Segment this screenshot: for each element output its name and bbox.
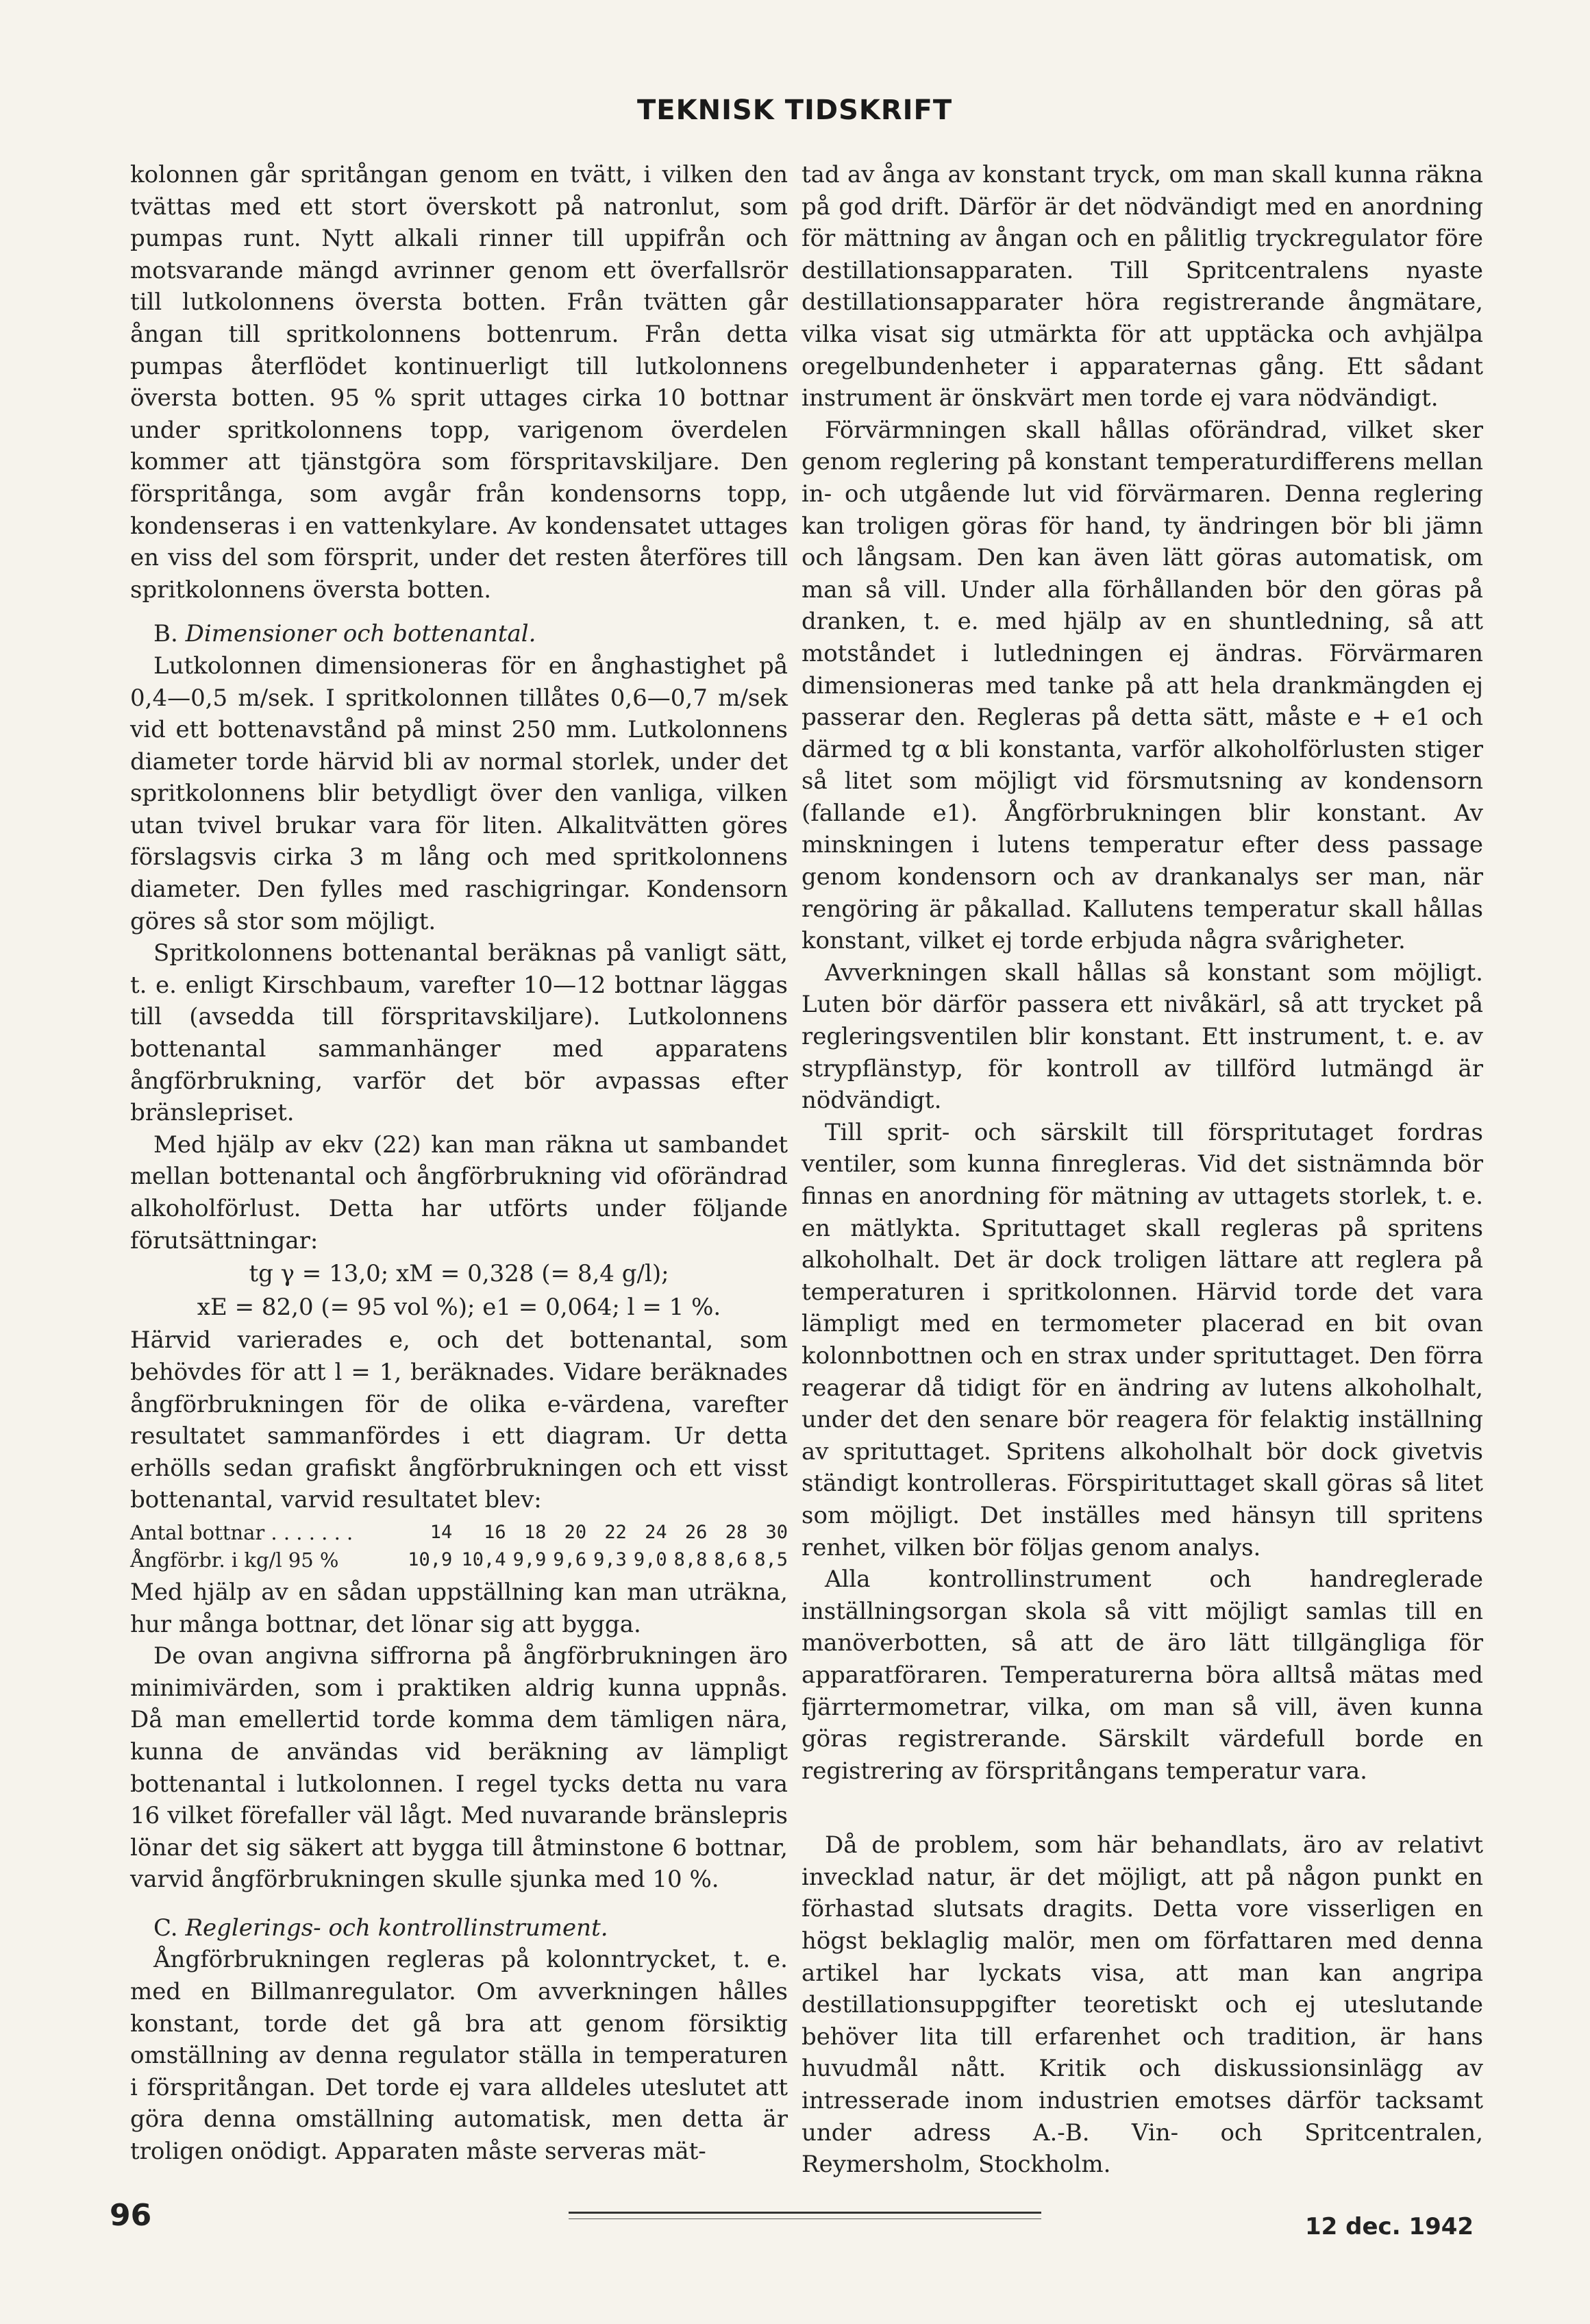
issue-date: 12 dec. 1942 — [1305, 2213, 1474, 2240]
paragraph: Med hjälp av ekv (22) kan man räkna ut sambandet mellan bottenantal och ångförbrukning vid oförändrad alkoholförlust. Detta har utförts under följande förutsättningar: — [130, 1130, 788, 1254]
results-table — [130, 1519, 788, 1574]
table-cell: 9,6 — [553, 1548, 587, 1570]
paragraph: tad av ånga av konstant tryck, om man skall kunna räkna på god drift. Därför är det nödvändigt med en anordning för mättning av ångan och en pålitlig tryckregulator före destillationsapparaten. Till Spritcentralens nyaste destillationsapparater höra registrerande ångmätare, vilka visat sig utmärkta för att upptäcka och avhjälpa oregelbundenheter i apparaternas gång. Ett sådant instrument är önskvärt men torde ej vara nödvändigt. — [802, 161, 1483, 412]
table-cell: 9,3 — [593, 1548, 627, 1570]
table-cell: 14 — [430, 1521, 453, 1543]
formula-line-2: xE = 82,0 (= 95 vol %); e1 = 0,064; l = 1 %. — [197, 1293, 721, 1321]
section-c-title: Reglerings- och kontrollinstrument. — [185, 1914, 608, 1942]
closing-paragraph: Då de problem, som här behandlats, äro av relativt invecklad natur, är det möjligt, att på någon punkt en förhastad slutsats dragits. Detta vore visserligen en högst beklaglig malör, men om författaren med denna artikel har lyckats visa, att man kan angripa destillationsuppgifter teoretiskt och ej uteslutande behöver lita till erfarenhet och tradition, är hans huvudmål nått. Kritik och diskussionsinlägg av intresserade inom industrien emotses därför tacksamt under adress A.-B. Vin- och Spritcentralen, Reymersholm, Stockholm. — [802, 1831, 1483, 2179]
right-column — [802, 159, 1483, 2181]
table-cell: 16 — [484, 1521, 506, 1543]
page-number: 96 — [110, 2198, 152, 2233]
left-column — [130, 159, 788, 2168]
row-label: Antal bottnar . . . . . . . — [130, 1520, 353, 1544]
table-cell: 20 — [564, 1521, 587, 1543]
table-cell: 9,9 — [512, 1548, 547, 1570]
paragraph: Spritkolonnens bottenantal beräknas på vanligt sätt, t. e. enligt Kirschbaum, varefter 10—12 bottnar läggas till (avsedda till förspritavskiljare). Lutkolonnens bottenantal sammanhänger med apparatens ångförbrukning, varför det bör avpassas efter bränslepriset. — [130, 939, 788, 1127]
table-cell: 28 — [725, 1521, 748, 1543]
table-cell: 10,9 — [408, 1548, 453, 1570]
footer-rule-thin — [569, 2218, 1041, 2219]
table-cell: 8,5 — [754, 1548, 788, 1570]
table-cell: 24 — [645, 1521, 667, 1543]
footer-rule — [569, 2212, 1041, 2214]
section-b-prefix: B. — [153, 620, 178, 648]
paragraph: Lutkolonnen dimensioneras för en ånghastighet på 0,4—0,5 m/sek. I spritkolonnen tillåtes 0,6—0,7 m/sek vid ett bottenavstånd på minst 250 mm. Lutkolonnens diameter torde härvid bli av normal storlek, under det spritkolonnens blir betydligt över den vanliga, vilken utan tvivel brukar vara för liten. Alkalitvätten göres förslagsvis cirka 3 m lång och med spritkolonnens diameter. Den fylles med raschigringar. Kondensorn göres så stor som möjligt. — [130, 652, 788, 935]
paragraph: Avverkningen skall hållas så konstant som möjligt. Luten bör därför passera ett nivåkärl, så att trycket på regleringsventilen blir konstant. Ett instrument, t. e. av strypflänstyp, för kontroll av tillförd lutmängd är nödvändigt. — [802, 959, 1483, 1115]
table-cell: 9,0 — [633, 1548, 667, 1570]
paragraph: De ovan angivna siffrorna på ångförbrukningen äro minimivärden, som i praktiken aldrig kunna uppnås. Då man emellertid torde komma dem tämligen nära, kunna de användas vid beräkning av lämpligt bottenantal i lutkolonnen. I regel tycks detta nu vara 16 vilket förefaller väl lågt. Med nuvarande bränslepris lönar det sig säkert att bygga till åtminstone 6 bottnar, varvid ångförbrukningen skulle sjunka med 10 %. — [130, 1642, 788, 1894]
paragraph: Ångförbrukningen regleras på kolonntrycket, t. e. med en Billmanregulator. Om avverkningen hålles konstant, torde det gå bra att genom försiktig omställning av denna regulator ställa in temperaturen i förspritångan. Det torde ej vara alldeles uteslutet att göra denna omställning automatisk, men detta är troligen onödigt. Apparaten måste serveras mät- — [130, 1946, 788, 2166]
table-cell: 26 — [684, 1521, 708, 1543]
paragraph: Till sprit- och särskilt till förspritutaget fordras ventiler, som kunna finregleras. Vid det sistnämnda bör finnas en anordning för mätning av uttagets storlek, t. e. en mätlykta. Sprituttaget skall regleras på spritens alkoholhalt. Det är dock troligen lättare att reglera på temperaturen i spritkolonnen. Härvid torde det vara lämpligt med en termometer placerad en bit ovan kolonnbottnen och en strax under sprituttaget. Den förra reagerar då tidigt för en ändring av lutens alkoholhalt, under det den senare bör reagera för felaktig inställning av sprituttaget. Spritens alkoholhalt bör dock givetvis ständigt kontrolleras. Förspirituttaget skall göras så litet som möjligt. Det inställes med hänsyn till spritens renhet, vilken bör följas genom analys. — [802, 1118, 1483, 1561]
section-b-heading — [130, 618, 788, 650]
section-b-title: Dimensioner och bottenantal. — [185, 620, 536, 648]
table-cell: 22 — [604, 1521, 627, 1543]
row-label: Ångförbr. i kg/l 95 % — [130, 1548, 339, 1572]
journal-masthead: TEKNISK TIDSKRIFT — [637, 95, 953, 126]
paragraph: Förvärmningen skall hållas oförändrad, vilket sker genom reglering på konstant temperaturdifferens mellan in- och utgående lut vid förvärmaren. Denna reglering kan troligen göras för hand, ty ändringen bör bli jämn och långsam. Den kan även lätt göras automatisk, om man så vill. Under alla förhållanden bör den göras på dranken, t. e. med hjälp av en shuntledning, så att motståndet i lutledningen ej ändras. Förvärmaren dimensioneras med tanke på att hela drankmängden ej passerar den. Regleras på detta sätt, måste e + e1 och därmed tg α bli konstanta, varför alkoholförlusten stiger så litet som möjligt vid försmutsning av kondensorn (fallande e1). Ångförbrukningen blir konstant. Av minskningen i lutens temperatur efter dess passage genom kondensorn och av drankanalys ser man, när rengöring är påkallad. Kallutens temperatur skall hållas konstant, vilket ej torde erbjuda några svårigheter. — [802, 416, 1483, 955]
table-row — [130, 1546, 788, 1574]
paragraph: Med hjälp av en sådan uppställning kan man uträkna, hur många bottnar, det lönar sig att bygga. — [130, 1578, 788, 1638]
table-cell: 30 — [765, 1521, 788, 1543]
formula-line-1: tg γ = 13,0; xM = 0,328 (= 8,4 g/l); — [249, 1260, 669, 1288]
paragraph: kolonnen går spritångan genom en tvätt, i vilken den tvättas med ett stort överskott på natronlut, som pumpas runt. Nytt alkali rinner till uppifrån och motsvarande mängd avrinner genom ett överfallsrör till lutkolonnens översta botten. Från tvätten går ångan till spritkolonnens bottenrum. Från detta pumpas återflödet kontinuerligt till lutkolonnens översta botten. 95 % sprit uttages cirka 10 bottnar under spritkolonnens topp, varigenom överdelen kommer att tjänstgöra som förspritavskiljare. Den förspritånga, som avgår från kondensorns topp, kondenseras i en vattenkylare. Av kondensatet uttages en viss del som försprit, under det resten återföres till spritkolonnens översta botten. — [130, 161, 788, 604]
table-cell: 18 — [523, 1521, 547, 1543]
paragraph: Alla kontrollinstrument och handreglerade inställningsorgan skola så vitt möjligt samlas till en manöverbotten, så att de äro lätt tillgängliga för apparatföraren. Temperaturerna böra alltså mätas med fjärrtermometrar, vilka, om man så vill, även kunna göras registrerande. Särskilt värdefull borde en registrering av förspritångans temperatur vara. — [802, 1566, 1483, 1785]
table-cell: 8,6 — [714, 1548, 748, 1570]
paragraph: Härvid varierades e, och det bottenantal, som behövdes för att l = 1, beräknades. Vidare beräknades ångförbrukningen för de olika e-värdena, varefter resultatet sammanfördes i ett diagram. Ur detta erhölls sedan grafiskt ångförbrukningen och ett visst bottenantal, varvid resultatet blev: — [130, 1326, 788, 1514]
section-c-prefix: C. — [153, 1914, 178, 1942]
table-cell: 8,8 — [673, 1548, 708, 1570]
section-c-heading — [130, 1912, 788, 1944]
table-cell: 10,4 — [461, 1548, 506, 1570]
table-row — [130, 1519, 788, 1546]
